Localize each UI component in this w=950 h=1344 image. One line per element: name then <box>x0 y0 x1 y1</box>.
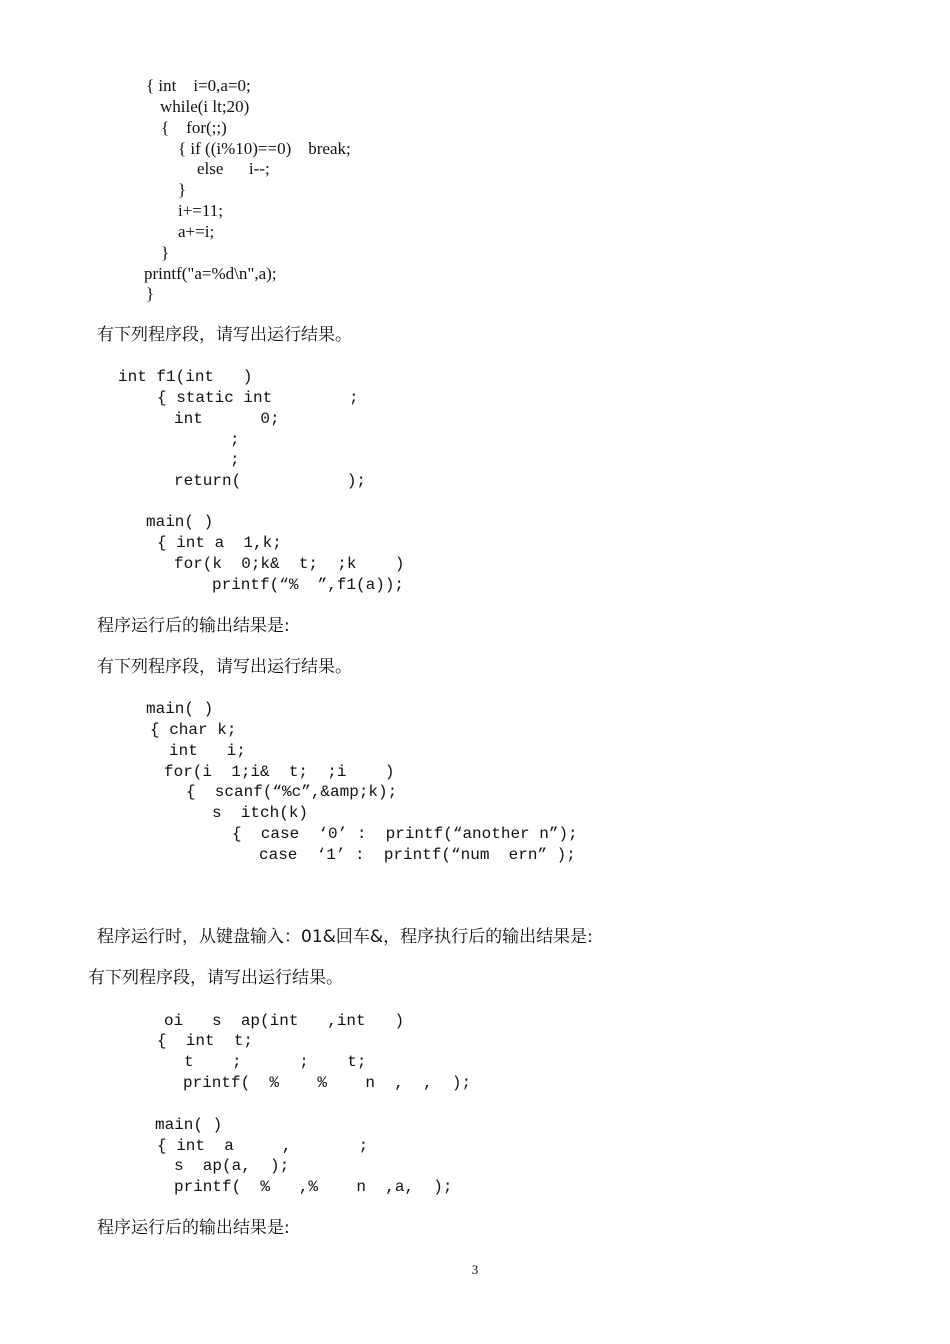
code-line: { for(;;) <box>161 118 227 137</box>
code-line: { int a , ; <box>157 1137 369 1155</box>
code-line: printf("a=%d\n",a); <box>144 264 277 283</box>
code-line: main( ) <box>146 700 214 718</box>
code-line: int 0; <box>174 410 280 428</box>
code-line: printf(“% ”,f1(a)); <box>212 576 405 594</box>
page-number: 3 <box>471 1262 479 1277</box>
code-line: i+=11; <box>178 201 223 220</box>
code-line: case ‘1’ : printf(“num ern” ); <box>259 846 576 864</box>
result-prompt: 程序运行后的输出结果是: <box>97 616 290 636</box>
code-line: main( ) <box>146 513 214 531</box>
code-line: int f1(int ) <box>118 368 253 386</box>
code-line: { static int ; <box>157 389 359 407</box>
code-line: { int t; <box>157 1032 254 1050</box>
code-line: main( ) <box>155 1116 223 1134</box>
code-line: for(i 1;i& t; ;i ) <box>164 763 395 781</box>
result-prompt: 程序运行后的输出结果是: <box>97 1218 290 1238</box>
code-line: while(i lt;20) <box>160 97 250 116</box>
code-line: } <box>161 243 170 262</box>
code-line: { if ((i%10)==0) break; <box>178 139 351 158</box>
question-prompt: 有下列程序段，请写出运行结果。 <box>88 968 343 988</box>
code-line: printf( % % n , , ); <box>183 1074 472 1092</box>
code-line: } <box>178 180 187 199</box>
code-line: oi s ap(int ,int ) <box>164 1012 405 1030</box>
code-line: { case ‘0’ : printf(“another n”); <box>232 825 578 843</box>
code-line: int i; <box>169 742 246 760</box>
code-line: t ; ; t; <box>184 1053 367 1071</box>
question-prompt: 有下列程序段，请写出运行结果。 <box>97 657 352 677</box>
code-line: return( ); <box>174 472 367 490</box>
code-line: { int i=0,a=0; <box>146 76 251 95</box>
code-line: else i--; <box>197 159 270 178</box>
code-line: ; <box>230 451 240 469</box>
code-line: s itch(k) <box>212 804 309 822</box>
code-line: s ap(a, ); <box>174 1157 290 1175</box>
code-line: { scanf(“%c”,&amp;k); <box>186 783 398 801</box>
code-line: for(k 0;k& t; ;k ) <box>174 555 405 573</box>
question-prompt: 有下列程序段，请写出运行结果。 <box>97 325 352 345</box>
code-line: ; <box>230 431 240 449</box>
code-line: a+=i; <box>178 222 215 241</box>
code-line: printf( % ,% n ,a, ); <box>174 1178 453 1196</box>
result-prompt: 程序运行时，从键盘输入：01&回车&，程序执行后的输出结果是: <box>97 927 593 947</box>
code-line: { int a 1,k; <box>157 534 282 552</box>
code-line: } <box>146 284 155 303</box>
code-line: { char k; <box>150 721 237 739</box>
